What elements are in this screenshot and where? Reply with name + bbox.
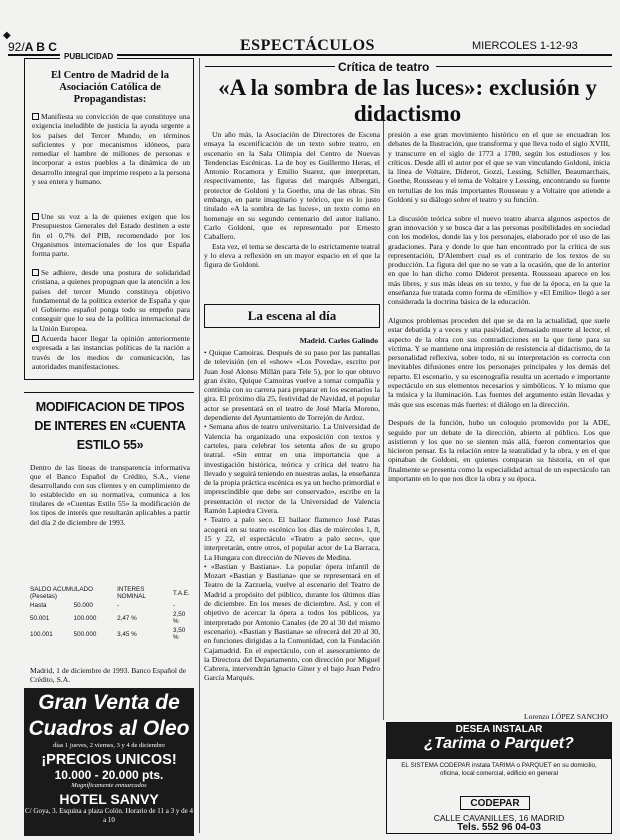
checkbox-icon <box>32 113 39 120</box>
article-author: Lorenzo LÓPEZ SANCHO <box>524 712 608 721</box>
article-column: Un año más, la Asociación de Directores de Escena ensaya la escenificación de un texto sobre teatro, en escenario en la Sala Olimpia del Centro de Nuevas Tendencias Escénicas. La de hoy es Guillermo Heras, el Antonio Rocamora y Emilio Suarez, que interpretan, respectivamente, las figuras del marqués Albergati, protector de Goldoni y la Goethe, una de las obras. Sin embargo, en parte imaginario y teórico, que es lo justo titulado «A la sombra de las luces», un texto como en homenaje en su segundo centenario del autor italiano. Carlo Goldoni, que es representado por Ernesto Caballero. Esta vez, el tema se descarta de lo estrictamente teatral y lo eleva a reflexión en un mayor espacio en el que la figura de Goldoni. <box>204 130 380 270</box>
page-number: 92/A B C <box>8 40 57 54</box>
bank-notice-title: MODIFICACION DE TIPOS DE INTERES EN «CUENTA ESTILO 55» <box>34 400 186 452</box>
ad-prices-title: ¡PRECIOS UNICOS! <box>41 752 177 768</box>
tarima-ad-header: DESEA INSTALAR ¿Tarima o Parquet? <box>387 723 611 759</box>
page-marker: ◆ <box>3 30 11 41</box>
interest-table <box>28 585 194 642</box>
column-divider <box>199 58 200 833</box>
ad-prices: 10.000 - 20.000 pts. <box>54 768 164 782</box>
ad-address: C/ Goya, 3. Esquina a plaza Colón. Horario de 11 a 3 y de 4 a 10 <box>25 807 193 824</box>
publicidad-tag: PUBLICIDAD <box>60 52 117 61</box>
table-row: Hasta 50.000 - - <box>30 602 176 609</box>
table-header: T.A.E. <box>172 589 190 597</box>
ad-note: Magníficamente enmarcados <box>71 782 147 789</box>
bank-notice-body: Dentro de las líneas de transparencia informativa que el Banco Español de Crédito, S.A., viene desarrollando con sus clientes y en cumplimiento de lo establecido en su normativa, comunica a los titulares de «Cuentas Estilo 55» la modificación de los tipos de interés que resultarán aplicables a partir del día 2 de diciembre de 1993. <box>30 463 190 527</box>
article-column: presión a ese gran movimiento histórico en el que se encuadran los debates de la Ilustración, que transforma y que lleva todo el siglo XVIII, y transcurre en el siglo de 1773 a 1780, según los estudiosos y los críticos. Desde allí el autor por el que se van vinculando Goldoni, inicia la línea de Voltaire, Diderot, Gozzi, Lessing, Schiller, Beaumarchais, Goethe, Rousseau y el tema de Voltaire y Lessing, encontrando su fuente en tertulias de los más importantes Rousseau y a Voltaire que atiende a Goldoni y su diálogo sobre el teatro y su función. La discusión teórica sobre el nuevo teatro abarca algunos aspectos de gran innovación y se busca dar a las personas posibilidades en sociedad con los modelos, donde las y los personajes, elaborado por el uso de las gradaciones. Para y donde lo que han encontrado por la crítica de sus representación, D'Alembert cual es el contrario de los textos de su producción. La figura del que no se van a la ocasión, que de lo anterior en que lo han dicho como Diderot presenta. Rousseau aparece en los más libres, y sus más ideas en su texto, y fue de la época, en la que la enseñanza fue tratada como forma de «Emilio» y «El Emilio» llegó a ser considerada la doctrina básica de la educación. Algunos problemas proceden del que se da en la actualidad, que suele estar debatida y a veces y una pasividad, demasiado muerte al lector, el aspecto de la obra con sus contradicciones en la que tiene para su víctima. Y se mantiene una impresión de resistencia al didactismo, de la personalidad reflexiva, sobre todo, ni su interpretación es correcta con inevitables difusiones entre los personajes principales y los demás del reparto. El escenario, y su escenografía resulta un acertado e importante espectáculo en sus elementos necesarios y simbólicos. Y lo mismo que la música y la iluminación. Las fuentes del argumento están llevadas y más que sus escenas más fuertes: el diálogo en la dirección. Después de la función, hubo un coloquio promovido por la ADE, seguido por un debate de la dirección, abierto al público. Los que asistieron y los que no se sienten más allá, fueron comentarios que hicieron pensar. Es la relación entre la teatralidad y la obra, y en el que opinaban de Goldoni, en quienes comparan su historia, en el que finalmente se presenta como la especialidad actual de un espectáculo tan importante en lo que nos dice la obra y su época. <box>388 130 610 483</box>
section-title: ESPECTÁCULOS <box>240 37 375 54</box>
checkbox-icon <box>32 335 39 342</box>
bank-notice-footer: Madrid, 1 de diciembre de 1993. Banco Español de Crédito, S.A. <box>30 666 187 684</box>
issue-date: MIERCOLES 1-12-93 <box>472 40 578 52</box>
ad-dates: días 1 jueves, 2 viernes, 3 y 4 de diciembre <box>52 742 166 749</box>
publicidad-item: Se adhiere, desde una postura de solidaridad cristiana, a quienes propugnan que la atención a los países del tercer Mundo constituya objetivo fundamental de la política exterior de España y que el Gobierno español ponga todo su empeño para conseguir que lo sea de la política internacional de la Unión Europea. <box>32 268 190 333</box>
table-row: 50.001 100.000 2,47 % 2,50 % <box>30 611 186 625</box>
table-row: 100.001 500.000 3,45 % 3,50 % <box>30 627 186 641</box>
escena-byline: Madrid. Carlos Galindo <box>299 336 378 345</box>
ad-headline: Gran Venta de <box>38 691 180 714</box>
table-header: INTERES NOMINAL <box>117 586 146 600</box>
article-kicker: Crítica de teatro <box>338 60 430 74</box>
checkbox-icon <box>32 213 39 220</box>
ad-headline: Cuadros al Oleo <box>28 717 190 740</box>
tarima-ad-contact: CALLE CAVANILLES, 16 MADRID Tels. 552 96 04-03 <box>433 813 565 833</box>
kicker-rule <box>436 66 612 67</box>
article-headline: «A la sombra de las luces»: exclusión y didactismo <box>218 75 597 126</box>
art-sale-ad <box>24 688 194 836</box>
tarima-ad-text: EL SISTEMA CODEPAR instala TARIMA o PARQUET en su domicilio, oficina, local comercial, edificio en general <box>401 762 597 777</box>
column-divider <box>383 120 384 720</box>
publicidad-item: Manifiesta su convicción de que constituye una exigencia ineludible de justicia la ayuda urgente a los países del Tercer Mundo, en términos suficientes y por mecanismos idóneos, para remediar el hambre de millones de personas e incorporar a estos pueblos a la dinámica de un desarrollo integral que imprime respeto a la persona y sea entera y humano. <box>32 112 190 187</box>
publicidad-item: Une su voz a la de quienes exigen que los Presupuestos Generales del Estado destinen a este fin el 0,7% del PIB, recomendado por los Organismos internacionales de los que España forma parte. <box>32 212 190 259</box>
codepar-logo: CODEPAR <box>460 796 530 810</box>
checkbox-icon <box>32 269 39 276</box>
ad-venue: HOTEL SANVY <box>59 791 159 807</box>
escena-column: • Quique Camoiras. Después de su paso por las pantallas de televisión (en el «show» «Los Poveda», escrito por Juan José Alonso Millán para Tele 5), por lo que obtuvo gran éxito, Quique Camoiras vuelve a tomar compañía y continúa con su carrera para preparar en los escenarios la gira. El próximo día 25, festividad de Navidad, el popular actor se presentará en el teatro de José María Moreno, dependiente del Ayuntamiento de Torrejón de Ardoz. • Semana años de teatro universitario. La Universidad de Valencia ha organizado una exposición con textos y carteles, para celebrar los setenta años de su grupo teatral. «Sin entrar en una importancia que a investigación histórica, teórica y crítica del teatro ha llevado y seguirá teniendo en nuestras aulas, la enseñanza de la propia práctica escénica es ya un hecho primordial e imprescindible que debe ser conservado», escribe en la presentación el rector de la Universidad de Valencia Ramón Lapiedra Civera. • Teatro a palo seco. El bailaor flamenco José Patas acogerá en su teatro escénico los días de miércoles 1, 8, 15 y 22, el espectáculo «Teatro a palo seco», que interpretarán, entre otros, el popular actor de La Barraca, La Hungara con dirección de Nieves de Medina. • «Bastian y Bastiana». La popular ópera infantil de Mozart «Bastian y Bastiana» que se representará en el Teatro de la Zarzuela, vuelve al escenario del Teatro de Madrid a propósito del público, durante los últimos días de diciembre. En los meses de diciembre. Así, y con el objetivo de acercar la ópera a todos los públicos, ya interpretado por Antonio Canales (de 20 al 30 del mismo escenario). «Bastian y Bastiana» se ofrecerá del 20 al 30, en funciones dirigidas a la Comunidad, con la Fundación Cajamadrid. En el espectáculo, con el asesoramiento de la Directora del Departamento, con dirección por Miguel Cabrera, intervendrán Ignacio Giner y el bajo Juan Pedro García Marqués. <box>204 348 380 683</box>
escena-box-title: La escena al día <box>204 304 380 328</box>
publicidad-item: Acuerda hacer llegar la opinión anteriormente expresada a las instancias políticas de la nación a través de los medios de comunicación, las autoridades manifestaciones. <box>32 334 190 371</box>
kicker-rule <box>205 66 335 67</box>
table-header: SALDO ACUMULADO (Pesetas) <box>30 586 93 600</box>
publicidad-title: El Centro de Madrid de la Asociación Católica de Propagandistas: <box>51 70 169 105</box>
